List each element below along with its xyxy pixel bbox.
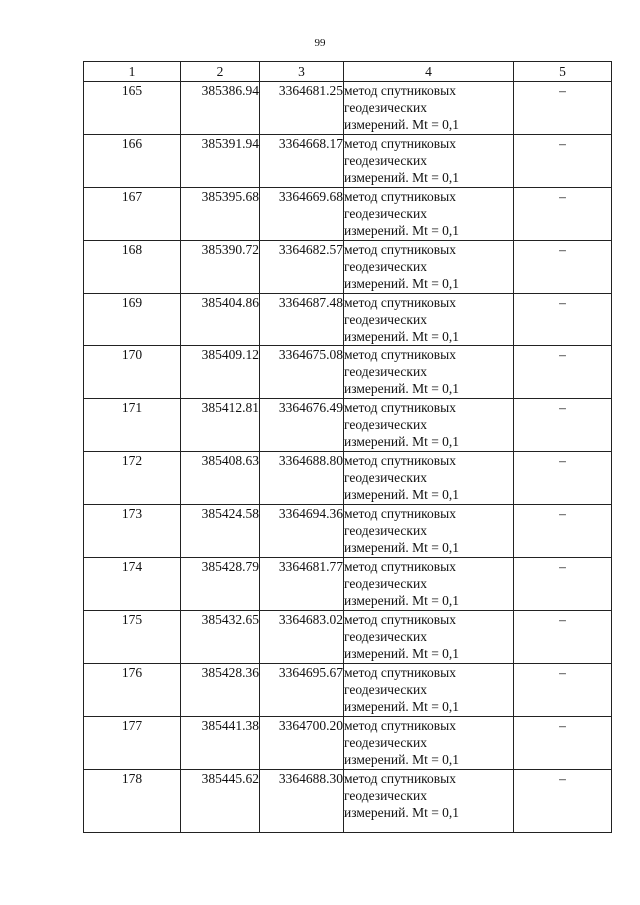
- method-line-3: измерений. Mt = 0,1: [344, 434, 460, 450]
- method-line-2: геодезических: [344, 734, 427, 750]
- method-line-2: геодезических: [344, 681, 427, 697]
- method-cell: [344, 399, 514, 452]
- method-line-2: геодезических: [344, 311, 427, 327]
- method-line-2: геодезических: [344, 100, 427, 115]
- x-coordinate-cell: 385386.94: [181, 82, 260, 135]
- table-row: [84, 399, 612, 452]
- method-line-3: измерений. Mt = 0,1: [344, 804, 460, 820]
- table-row: [84, 505, 612, 558]
- method-line-1: метод спутниковых: [344, 83, 456, 98]
- column-5-cell: –: [514, 558, 612, 611]
- table-row: [84, 187, 612, 240]
- y-coordinate-cell: 3364681.25: [260, 82, 344, 135]
- method-line-1: метод спутниковых: [344, 506, 456, 522]
- table-header: [84, 62, 612, 82]
- x-coordinate-cell: 385412.81: [181, 399, 260, 452]
- method-line-1: метод спутниковых: [344, 135, 456, 151]
- column-5-cell: –: [514, 452, 612, 505]
- y-coordinate-cell: 3364694.36: [260, 505, 344, 558]
- method-line-3: измерений. Mt = 0,1: [344, 698, 460, 714]
- column-5-cell: –: [514, 134, 612, 187]
- y-coordinate-cell: 3364681.77: [260, 558, 344, 611]
- method-line-1: метод спутниковых: [344, 717, 456, 733]
- method-cell: [344, 558, 514, 611]
- method-line-2: геодезических: [344, 523, 427, 539]
- point-number-cell: 168: [84, 240, 181, 293]
- table-body: [84, 82, 612, 833]
- y-coordinate-cell: 3364676.49: [260, 399, 344, 452]
- column-5-cell: –: [514, 187, 612, 240]
- point-number-cell: 170: [84, 346, 181, 399]
- method-line-1: метод спутниковых: [344, 770, 456, 786]
- column-5-cell: –: [514, 663, 612, 716]
- method-line-1: метод спутниковых: [344, 400, 456, 416]
- header-col-4: 4: [344, 62, 514, 82]
- point-number-cell: 165: [84, 82, 181, 135]
- table-row: [84, 558, 612, 611]
- page-number: 99: [314, 37, 326, 49]
- column-5-cell: –: [514, 716, 612, 769]
- x-coordinate-cell: 385391.94: [181, 134, 260, 187]
- point-number-cell: 176: [84, 663, 181, 716]
- method-line-3: измерений. Mt = 0,1: [344, 751, 460, 767]
- method-line-2: геодезических: [344, 258, 427, 274]
- x-coordinate-cell: 385424.58: [181, 505, 260, 558]
- method-line-2: геодезических: [344, 576, 427, 592]
- header-col-5: 5: [514, 62, 612, 82]
- method-line-2: геодезических: [344, 787, 427, 803]
- method-line-1: метод спутниковых: [344, 241, 456, 257]
- method-cell: [344, 134, 514, 187]
- y-coordinate-cell: 3364668.17: [260, 134, 344, 187]
- table-row: [84, 346, 612, 399]
- header-col-2: 2: [181, 62, 260, 82]
- column-5-cell: –: [514, 346, 612, 399]
- y-coordinate-cell: 3364688.30: [260, 769, 344, 832]
- y-coordinate-cell: 3364688.80: [260, 452, 344, 505]
- x-coordinate-cell: 385408.63: [181, 452, 260, 505]
- table-row: [84, 134, 612, 187]
- header-row: [84, 62, 612, 82]
- method-line-2: геодезических: [344, 470, 427, 486]
- y-coordinate-cell: 3364682.57: [260, 240, 344, 293]
- method-line-2: геодезических: [344, 205, 427, 221]
- method-line-1: метод спутниковых: [344, 664, 456, 680]
- method-line-3: измерений. Mt = 0,1: [344, 540, 460, 556]
- table-row: [84, 240, 612, 293]
- header-col-1: 1: [84, 62, 181, 82]
- point-number-cell: 172: [84, 452, 181, 505]
- method-cell: [344, 663, 514, 716]
- y-coordinate-cell: 3364695.67: [260, 663, 344, 716]
- method-line-1: метод спутниковых: [344, 347, 456, 363]
- method-line-2: геодезических: [344, 628, 427, 644]
- x-coordinate-cell: 385428.36: [181, 663, 260, 716]
- x-coordinate-cell: 385428.79: [181, 558, 260, 611]
- method-cell: [344, 610, 514, 663]
- method-cell: [344, 240, 514, 293]
- point-number-cell: 166: [84, 134, 181, 187]
- method-cell: [344, 346, 514, 399]
- column-5-cell: –: [514, 610, 612, 663]
- method-line-3: измерений. Mt = 0,1: [344, 645, 460, 661]
- y-coordinate-cell: 3364675.08: [260, 346, 344, 399]
- y-coordinate-cell: 3364669.68: [260, 187, 344, 240]
- table-row: [84, 716, 612, 769]
- table-row: [84, 610, 612, 663]
- method-line-3: измерений. Mt = 0,1: [344, 487, 460, 503]
- column-5-cell: –: [514, 240, 612, 293]
- point-number-cell: 177: [84, 716, 181, 769]
- method-cell: [344, 716, 514, 769]
- point-number-cell: 175: [84, 610, 181, 663]
- point-number-cell: 178: [84, 769, 181, 832]
- x-coordinate-cell: 385441.38: [181, 716, 260, 769]
- method-line-1: метод спутниковых: [344, 294, 456, 310]
- table-row: [84, 769, 612, 832]
- point-number-cell: 173: [84, 505, 181, 558]
- method-line-2: геодезических: [344, 152, 427, 168]
- x-coordinate-cell: 385432.65: [181, 610, 260, 663]
- y-coordinate-cell: 3364700.20: [260, 716, 344, 769]
- method-cell: [344, 452, 514, 505]
- point-number-cell: 169: [84, 293, 181, 346]
- method-line-1: метод спутниковых: [344, 453, 456, 469]
- x-coordinate-cell: 385390.72: [181, 240, 260, 293]
- x-coordinate-cell: 385395.68: [181, 187, 260, 240]
- method-line-3: измерений. Mt = 0,1: [344, 593, 460, 609]
- method-line-3: измерений. Mt = 0,1: [344, 117, 460, 132]
- method-line-1: метод спутниковых: [344, 188, 456, 204]
- method-cell: [344, 769, 514, 832]
- method-line-2: геодезических: [344, 417, 427, 433]
- method-cell: [344, 82, 514, 135]
- table-row: [84, 452, 612, 505]
- method-line-1: метод спутниковых: [344, 611, 456, 627]
- column-5-cell: –: [514, 505, 612, 558]
- method-line-2: геодезических: [344, 364, 427, 380]
- method-cell: [344, 293, 514, 346]
- point-number-cell: 167: [84, 187, 181, 240]
- method-cell: [344, 505, 514, 558]
- point-number-cell: 171: [84, 399, 181, 452]
- x-coordinate-cell: 385409.12: [181, 346, 260, 399]
- column-5-cell: –: [514, 769, 612, 832]
- y-coordinate-cell: 3364683.02: [260, 610, 344, 663]
- method-line-1: метод спутниковых: [344, 559, 456, 575]
- method-line-3: измерений. Mt = 0,1: [344, 275, 460, 291]
- method-cell: [344, 187, 514, 240]
- method-line-3: измерений. Mt = 0,1: [344, 169, 460, 185]
- method-line-3: измерений. Mt = 0,1: [344, 381, 460, 397]
- column-5-cell: –: [514, 82, 612, 135]
- method-line-3: измерений. Mt = 0,1: [344, 328, 460, 344]
- table-row: [84, 82, 612, 135]
- method-line-3: измерений. Mt = 0,1: [344, 222, 460, 238]
- x-coordinate-cell: 385404.86: [181, 293, 260, 346]
- x-coordinate-cell: 385445.62: [181, 769, 260, 832]
- coordinates-table: [83, 61, 612, 833]
- header-col-3: 3: [260, 62, 344, 82]
- y-coordinate-cell: 3364687.48: [260, 293, 344, 346]
- point-number-cell: 174: [84, 558, 181, 611]
- column-5-cell: –: [514, 293, 612, 346]
- column-5-cell: –: [514, 399, 612, 452]
- table-row: [84, 663, 612, 716]
- table-row: [84, 293, 612, 346]
